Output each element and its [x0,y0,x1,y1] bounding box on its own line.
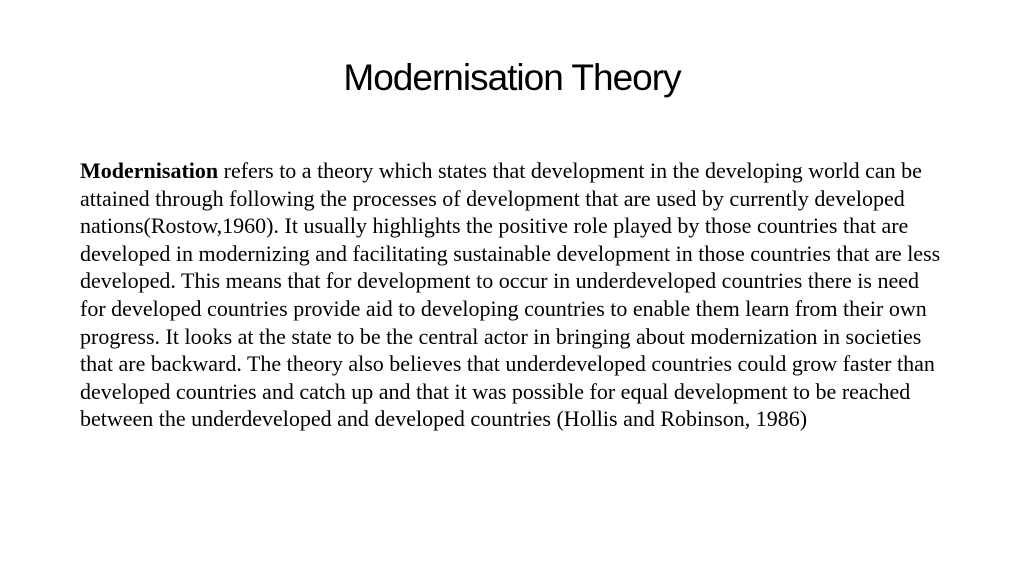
slide-body-paragraph [80,157,942,433]
lead-term: Modernisation [80,158,219,183]
body-text: refers to a theory which states that development in the developing world can be attained through following the processes of development that are used by currently developed nations(Rostow,1960). It usually highlights the positive role played by those countries that are developed in modernizing and facilitating sustainable development in those countries that are less developed. This means that for development to occur in underdeveloped countries there is need for developed countries provide aid to developing countries to enable them learn from their own progress. It looks at the state to be the central actor in bringing about modernization in societies that are backward. The theory also believes that underdeveloped countries could grow faster than developed countries and catch up and that it was possible for equal development to be reached between the underdeveloped and developed countries (Hollis and Robinson, 1986) [80,158,941,432]
slide-title: Modernisation Theory [343,57,681,98]
